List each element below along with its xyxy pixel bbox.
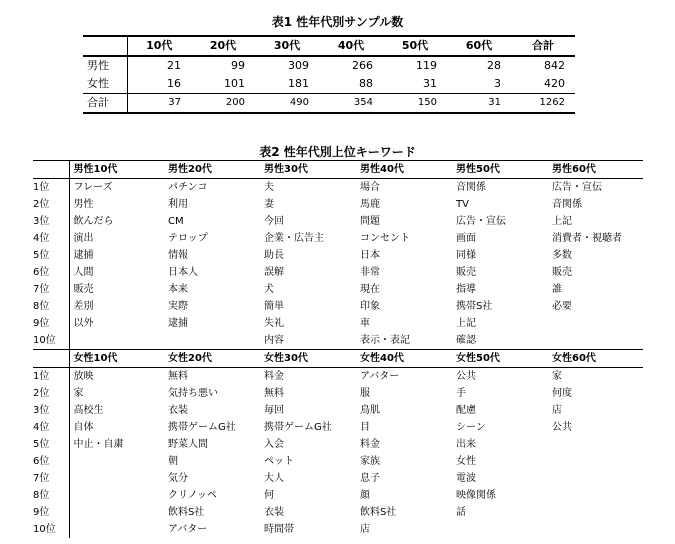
table2-header-corner [33, 161, 69, 179]
table2-cell: 簡単 [264, 301, 284, 312]
table1-cell: 354 [353, 97, 373, 108]
table2-cell: 服 [360, 388, 370, 399]
table2-cell: 毎回 [264, 405, 284, 416]
table2-row [33, 298, 643, 315]
table2-cell: 差別 [73, 301, 94, 312]
table2-header-cell: 男性60代 [552, 164, 596, 175]
table2-rank: 6位 [33, 453, 69, 470]
table2-cell [69, 487, 164, 504]
table2-cell: 人間 [73, 267, 94, 278]
table2-cell: 実際 [168, 301, 188, 312]
table2-header-cell: 男性20代 [168, 164, 212, 175]
table2-rank: 4位 [33, 230, 69, 247]
table2-header-row [33, 350, 643, 368]
table2-cell: ペット [264, 456, 294, 467]
table2-cell: 本来 [168, 284, 188, 295]
table2-cell: 上記 [456, 318, 476, 329]
table1-cell: 266 [352, 59, 373, 72]
table2-cell: 何度 [552, 388, 572, 399]
table1-cell: 842 [544, 59, 565, 72]
table2-cell: 飲んだら [73, 216, 114, 227]
table2-cell: 印象 [360, 301, 380, 312]
table1-row-label: 女性 [83, 75, 127, 94]
table2-cell: TV [456, 199, 469, 210]
table2-cell [548, 436, 643, 453]
table2-cell: 息子 [360, 473, 380, 484]
table2-cell: 画面 [456, 233, 476, 244]
table1-cell: 119 [416, 59, 437, 72]
table2-cell: シーン [456, 422, 486, 433]
table2-cell: 妻 [264, 199, 274, 210]
table2-cell [164, 332, 260, 350]
table2-cell: アバター [168, 524, 208, 535]
table2-cell: 失礼 [264, 318, 284, 329]
table2-cell: 料金 [264, 371, 284, 382]
table2-cell: 販売 [552, 267, 572, 278]
table2-cell: 演出 [73, 233, 94, 244]
table2-row [33, 402, 643, 419]
table2-cell: 店 [552, 405, 562, 416]
table2-row [33, 453, 643, 470]
table2-row [33, 315, 643, 332]
table2-row [33, 521, 643, 538]
table2-rank: 2位 [33, 196, 69, 213]
table2-cell: 音関係 [552, 199, 582, 210]
table2-header-cell: 女性60代 [552, 353, 596, 364]
table2-rank: 1位 [33, 368, 69, 386]
table1-cell: 3 [494, 77, 501, 90]
table2-row [33, 230, 643, 247]
table2-row [33, 213, 643, 230]
table2-cell: 場合 [360, 182, 380, 193]
table2-header-cell: 女性10代 [73, 353, 118, 364]
table2-header-row [33, 161, 643, 179]
table2-cell: 野菜人間 [168, 439, 208, 450]
table2-rank: 10位 [33, 521, 69, 538]
table2-header-cell: 男性50代 [456, 164, 500, 175]
table1-cell: 28 [487, 59, 501, 72]
table2-cell: 時間帯 [264, 524, 294, 535]
table2-cell: テロップ [168, 233, 208, 244]
table2-cell: 店 [360, 524, 370, 535]
table2-row [33, 264, 643, 281]
table2-cell: 上記 [552, 216, 572, 227]
table2-cell [548, 315, 643, 332]
table2-cell [548, 453, 643, 470]
table2-header-corner [33, 350, 69, 368]
table2-cell: 販売 [73, 284, 94, 295]
table2-cell: パチンコ [168, 182, 208, 193]
table2-cell [548, 332, 643, 350]
table2-cell: 衣装 [264, 507, 284, 518]
table2-cell: 話 [456, 507, 466, 518]
table2-cell: 問題 [360, 216, 380, 227]
table2-rank: 10位 [33, 332, 69, 350]
table2-row [33, 281, 643, 298]
table2-cell: 表示・表記 [356, 332, 452, 350]
table2-row [33, 504, 643, 521]
table2-cell: 何 [264, 490, 274, 501]
table1-row-label: 男性 [83, 56, 127, 75]
table2-cell: 気持ち悪い [168, 388, 218, 399]
table2-row [33, 436, 643, 453]
table2-rank: 2位 [33, 385, 69, 402]
table2-cell: 車 [360, 318, 370, 329]
table2-rank: 8位 [33, 298, 69, 315]
table2-cell: 家 [552, 371, 562, 382]
table2-cell: 放映 [73, 371, 94, 382]
table2-header-cell: 男性30代 [264, 164, 308, 175]
table1-cell: 1262 [539, 97, 565, 108]
table1-cell: 420 [544, 77, 565, 90]
table1-header-cell: 60代 [465, 39, 493, 52]
table2-header-cell: 女性40代 [360, 353, 404, 364]
table2-cell: 自体 [73, 422, 94, 433]
table2-cell: 広告・宣伝 [552, 182, 602, 193]
table2-cell: 目 [360, 422, 370, 433]
table2-cell: 入会 [264, 439, 284, 450]
table2-cell: 鳥肌 [360, 405, 380, 416]
table2-row [33, 332, 643, 350]
table2-cell [452, 521, 548, 538]
table2-cell: 電波 [456, 473, 476, 484]
table2-rank: 7位 [33, 470, 69, 487]
table2-row [33, 196, 643, 213]
table2-cell: 飲料S社 [168, 507, 205, 518]
table1-cell: 37 [168, 97, 181, 108]
table2-cell: 配慮 [456, 405, 476, 416]
table2-cell: 女性 [456, 456, 476, 467]
table2-rank: 3位 [33, 213, 69, 230]
table2-cell: 音関係 [456, 182, 486, 193]
table2-cell: 誤解 [264, 267, 284, 278]
table1-header-cell: 50代 [401, 39, 429, 52]
table2-cell: 公共 [456, 371, 476, 382]
keyword-ranking-table [33, 160, 643, 538]
table2-cell: 指導 [456, 284, 476, 295]
table2-cell: 犬 [264, 284, 274, 295]
table1-header-corner [83, 36, 127, 56]
table2-cell: 料金 [360, 439, 380, 450]
table1-header-cell: 40代 [337, 39, 365, 52]
table2-cell: 逮捕 [168, 318, 188, 329]
table2-cell: 朝 [168, 456, 178, 467]
table2-cell: 日本 [360, 250, 380, 261]
table2-cell: 消費者・視聴者 [552, 233, 622, 244]
table2-cell: 夫 [264, 182, 274, 193]
table2-cell [69, 332, 164, 350]
table2-row [33, 385, 643, 402]
table2-header-cell: 男性40代 [360, 164, 404, 175]
table2-rank: 7位 [33, 281, 69, 298]
table2-cell: 非常 [360, 267, 380, 278]
table2-cell: 現在 [360, 284, 380, 295]
table2-cell: 誰 [552, 284, 562, 295]
table1-cell: 88 [359, 77, 373, 90]
table2-cell: 内容 [260, 332, 356, 350]
table1-title: 表1 性年代別サンプル数 [271, 15, 404, 29]
table2-cell: 出来 [456, 439, 476, 450]
table2-cell [69, 470, 164, 487]
table2-cell [69, 521, 164, 538]
table2-row [33, 487, 643, 504]
table2-row [33, 470, 643, 487]
table2-cell: 確認 [452, 332, 548, 350]
table1-cell: 16 [167, 77, 181, 90]
table2-cell [548, 521, 643, 538]
table1-row [83, 56, 575, 75]
table2-cell: 逮捕 [73, 250, 94, 261]
table2-rank: 1位 [33, 179, 69, 197]
table2-cell [548, 470, 643, 487]
table2-cell: 企業・広告主 [264, 233, 324, 244]
table2-cell: 広告・宣伝 [456, 216, 506, 227]
table2-cell [548, 487, 643, 504]
table1-header-cell: 10代 [146, 39, 173, 52]
table2-cell: 情報 [168, 250, 188, 261]
table2-cell [69, 453, 164, 470]
table1-cell: 21 [167, 59, 181, 72]
table2-rank: 9位 [33, 315, 69, 332]
table2-cell: 手 [456, 388, 466, 399]
table2-rank: 3位 [33, 402, 69, 419]
table2-cell: 家族 [360, 456, 380, 467]
table2-cell: 携帯ゲームG社 [168, 422, 236, 433]
table2-cell: 顔 [360, 490, 370, 501]
table2-cell: 家 [73, 388, 84, 399]
table2-rank: 5位 [33, 436, 69, 453]
table1-header-row [83, 36, 575, 56]
table2-cell: 公共 [552, 422, 572, 433]
table2-cell: 同様 [456, 250, 476, 261]
table1-cell: 150 [417, 97, 437, 108]
table2-row [33, 247, 643, 264]
table2-rank: 5位 [33, 247, 69, 264]
table2-cell: 多数 [552, 250, 572, 261]
table1-row [83, 75, 575, 94]
table2-cell: 男性 [73, 199, 94, 210]
table2-header-cell: 男性10代 [73, 164, 118, 175]
table1-cell: 99 [231, 59, 245, 72]
table1-cell: 101 [224, 77, 245, 90]
table2-header-cell: 女性20代 [168, 353, 212, 364]
table2-cell: 日本人 [168, 267, 198, 278]
table2-rank: 4位 [33, 419, 69, 436]
table2-cell: CM [168, 216, 184, 227]
table2-cell: 気分 [168, 473, 188, 484]
table1-header-cell: 30代 [273, 39, 301, 52]
table2-cell: 無料 [264, 388, 284, 399]
table2-cell [548, 504, 643, 521]
table2-cell: 助長 [264, 250, 284, 261]
table2-cell: 携帯ゲームG社 [264, 422, 332, 433]
table2-cell: フレーズ [73, 182, 113, 193]
table2-cell: コンセント [360, 233, 410, 244]
table2-cell: 映像関係 [456, 490, 496, 501]
table2-cell: 利用 [168, 199, 188, 210]
table2-cell: 無料 [168, 371, 188, 382]
table2-cell: 高校生 [73, 405, 104, 416]
table2-rank: 6位 [33, 264, 69, 281]
table2-cell: 馬鹿 [360, 199, 380, 210]
table2-cell: クリノッペ [168, 490, 217, 501]
table2-header-cell: 女性50代 [456, 353, 500, 364]
table2-row [33, 179, 643, 197]
table2-header-cell: 女性30代 [264, 353, 308, 364]
table2-cell: 衣装 [168, 405, 188, 416]
table2-cell: 携帯S社 [456, 301, 493, 312]
table1-row [83, 94, 575, 114]
table2-cell: 販売 [456, 267, 476, 278]
table1-cell: 200 [225, 97, 245, 108]
table1-cell: 309 [288, 59, 309, 72]
table2-cell: 大人 [264, 473, 284, 484]
table2-rank: 9位 [33, 504, 69, 521]
table2-row [33, 368, 643, 386]
table2-cell [69, 504, 164, 521]
table1-cell: 490 [289, 97, 309, 108]
table1-header-cell: 合計 [532, 39, 554, 52]
table2-cell: 以外 [73, 318, 94, 329]
table2-cell: 飲料S社 [360, 507, 397, 518]
table2-cell: 必要 [552, 301, 572, 312]
table1-cell: 181 [288, 77, 309, 90]
table1-cell: 31 [423, 77, 437, 90]
table2-cell: アバター [360, 371, 400, 382]
table2-cell: 中止・自粛 [73, 439, 124, 450]
table2-rank: 8位 [33, 487, 69, 504]
table2-cell: 今回 [264, 216, 284, 227]
sample-count-table [83, 35, 575, 114]
table1-cell: 31 [488, 97, 501, 108]
table1-row-label: 合計 [83, 94, 127, 114]
table2-title: 表2 性年代別上位キーワード [259, 145, 416, 159]
table1-header-cell: 20代 [209, 39, 237, 52]
table2-row [33, 419, 643, 436]
